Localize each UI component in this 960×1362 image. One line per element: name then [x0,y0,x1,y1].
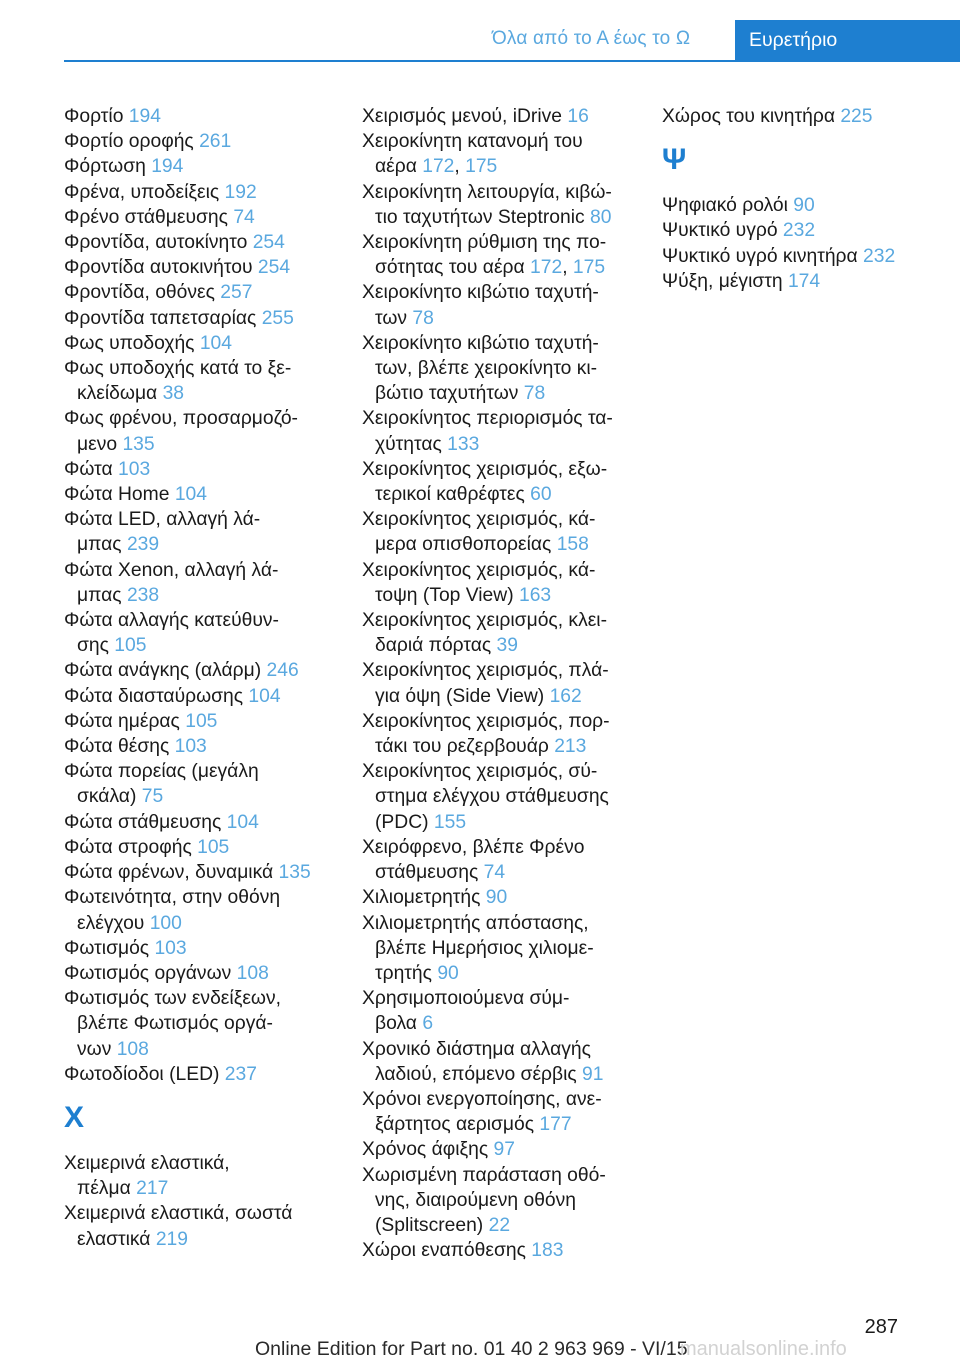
entry-term: ελαστικά [77,1228,151,1250]
header-divider [64,60,960,62]
page-reference-link[interactable]: 38 [162,383,185,405]
page-reference-link[interactable]: 232 [863,245,896,267]
entry-term: Φόρτωση [64,156,146,178]
entry-term: τιο ταχυτήτων Steptronic [375,206,585,228]
page-reference-link[interactable]: 39 [496,635,518,657]
page-reference-link[interactable]: 78 [523,383,546,405]
entry-term: βλέπε Ημερήσιος χιλιομε- [375,937,594,959]
index-entry [64,280,334,305]
page-reference-link[interactable]: 74 [483,862,506,884]
entry-term: βώτιο ταχυτήτων [375,383,519,405]
entry-term: Χρόνος άφιξης [362,1139,489,1161]
index-entry [362,658,634,708]
entry-term: Χρησιμοποιούμενα σύμ- [362,988,570,1010]
entry-term: Χειροκίνητος χειρισμός, σύ- [362,761,598,783]
entry-term: σκάλα) [77,786,137,808]
entry-term: κλείδωμα [77,383,158,405]
index-entry [64,104,334,129]
page-reference-link[interactable]: 90 [485,887,508,909]
page-reference-link[interactable]: 158 [556,534,589,556]
page-reference-link[interactable]: 100 [149,912,182,934]
index-entry [64,734,334,759]
index-entry [362,104,634,129]
entry-term: Ψηφιακό ρολόι [662,195,788,217]
entry-term: Χειροκίνητη κατανομή του [362,131,583,153]
entry-term: βολα [375,1013,417,1035]
entry-term: Χειροκίνητος χειρισμός, κά- [362,559,596,581]
page-reference-link[interactable]: 254 [257,257,291,279]
index-entry [64,936,334,961]
index-entry [362,558,634,608]
entry-term: τερικοί καθρέφτες [375,484,525,506]
entry-term: Χωρισμένη παράσταση οθό- [362,1164,606,1186]
entry-term: Χειροκίνητος χειρισμός, πορ- [362,710,610,732]
index-entry [64,860,334,885]
index-entry [362,608,634,658]
page-reference-link[interactable]: 104 [174,484,207,506]
index-entry [64,230,334,255]
entry-term: νης, διαιρούμενη οθόνη [375,1189,577,1211]
entry-term: μερα οπισθοπορείας [375,534,552,556]
entry-term: Φορτίο οροφής [64,131,194,153]
index-entry [64,129,334,154]
index-entry [362,280,634,330]
page-reference-link[interactable]: 174 [787,270,821,292]
entry-term: ξάρτητος αερισμός [375,1114,535,1136]
entry-term: νων [77,1038,112,1060]
entry-term: Χρόνοι ενεργοποίησης, ανε- [362,1088,602,1110]
index-entry [64,684,334,709]
entry-term: Φώτα αλλαγής κατεύθυν- [64,610,279,632]
entry-term: Χειροκίνητος χειρισμός, κά- [362,509,596,531]
entry-term: τάκι του ρεζερβουάρ [375,736,549,758]
page-reference-link[interactable]: 257 [220,282,253,304]
entry-term: Φώτα στάθμευσης [64,811,222,833]
entry-term: λαδιού, επόμενο σέρβις [375,1063,577,1085]
page-reference-link[interactable]: 238 [126,584,160,606]
page-number: 287 [864,1316,898,1338]
entry-term: Φρένα, υποδείξεις [64,181,220,203]
entry-term: Χειροκίνητος χειρισμός, πλά- [362,660,609,682]
index-entry [362,835,634,885]
entry-term: Φώτα LED, αλλαγή λά- [64,509,261,531]
entry-term: βλέπε Φωτισμός οργά- [77,1013,273,1035]
index-entry [64,835,334,860]
index-entry [64,608,334,658]
entry-term: Φωτισμός [64,937,150,959]
index-entry [362,759,634,835]
entry-term: μπας [77,584,122,606]
entry-term: Χειμερινά ελαστικά, [64,1152,230,1174]
page-reference-link[interactable]: 16 [567,106,589,127]
page-reference-link[interactable]: 177 [539,1114,572,1136]
page-reference-link[interactable]: 192 [224,181,257,203]
entry-term: Χώροι εναπόθεσης [362,1240,526,1262]
entry-term: Φροντίδα ταπετσαρίας [64,307,257,329]
index-column-3 [662,104,932,294]
entry-term: Φώτα ημέρας [64,710,180,732]
entry-term: δαριά πόρτας [375,635,492,657]
index-entry [64,482,334,507]
index-entry [64,1062,334,1087]
entry-term: Φροντίδα, αυτοκίνητο [64,232,248,254]
entry-term: Φροντίδα αυτοκινήτου [64,257,253,279]
entry-term: Χρονικό διάστημα αλλαγής [362,1038,591,1060]
entry-term: Φως υποδοχής κατά το ξε- [64,358,292,380]
entry-term: Χειροκίνητο κιβώτιο ταχυτή- [362,332,599,354]
page-reference-link[interactable]: 78 [412,307,434,329]
index-column-2 [362,104,634,1263]
index-entry [64,658,334,683]
index-entry [64,1151,334,1201]
index-entry [64,759,334,809]
entry-term: Χιλιομετρητής απόστασης, [362,912,589,934]
entry-term: Χειροκίνητη λειτουργία, κιβώ- [362,181,612,203]
index-entry [362,457,634,507]
page-reference-link[interactable]: 91 [582,1063,604,1085]
index-entry [64,180,334,205]
index-entry [362,406,634,456]
entry-term: Ψυκτικό υγρό [662,220,778,242]
tab-index[interactable]: Ευρετήριο [735,20,960,62]
page-reference-link[interactable]: 225 [840,106,873,127]
entry-term: Χώρος του κινητήρα [662,106,835,127]
page-reference-link[interactable]: 175 [465,156,498,178]
index-entry [64,885,334,935]
index-entry [64,406,334,456]
index-entry [64,331,334,356]
page-reference-link[interactable]: 232 [782,220,816,242]
index-entry [362,709,634,759]
page-reference-link[interactable]: 135 [122,433,155,455]
entry-term: Φώτα Xenon, αλλαγή λά- [64,559,279,581]
page-reference-link[interactable]: 22 [488,1214,511,1236]
page-reference-link[interactable]: 104 [248,685,281,707]
index-entry [362,911,634,987]
page-reference-link[interactable]: 183 [531,1240,564,1262]
entry-term: των [375,307,408,329]
entry-term: (PDC) [375,811,429,833]
page-reference-link[interactable]: 75 [141,786,164,808]
page-reference-link[interactable]: 246 [266,660,299,682]
page-reference-link[interactable]: 104 [199,332,232,354]
entry-term: Χειροκίνητος χειρισμός, κλει- [362,610,608,632]
page-reference-link[interactable]: 219 [155,1228,188,1250]
entry-term: τρητής [375,962,432,984]
entry-term: Χειροκίνητο κιβώτιο ταχυτή- [362,282,599,304]
entry-term: αέρα [375,156,417,178]
index-entry [64,205,334,230]
page-reference-link[interactable]: 74 [233,206,255,228]
page-reference-link[interactable]: 194 [151,156,184,178]
entry-term: Χειροκίνητος χειρισμός, εξω- [362,458,608,480]
page-reference-link[interactable]: 254 [252,232,285,254]
page-reference-link[interactable]: 163 [518,584,552,606]
entry-term: Φώτα πορείας (μεγάλη [64,761,259,783]
watermark: manualsonline.info [680,1338,847,1360]
entry-term: στημα ελέγχου στάθμευσης [375,786,609,808]
entry-term: πέλμα [77,1178,131,1200]
entry-term: μενο [77,433,118,455]
page-reference-link[interactable]: 261 [199,131,232,153]
page-reference-link[interactable]: 194 [128,106,161,127]
entry-term: σότητας του αέρα [375,257,525,279]
index-entry [362,1037,634,1087]
page-reference-link[interactable]: 108 [236,962,269,984]
page-reference-link[interactable]: 172 [422,156,455,178]
index-entry [64,507,334,557]
page-reference-link[interactable]: 162 [549,685,582,707]
index-entry [662,218,932,243]
entry-term: Φώτα φρένων, δυναμικά [64,862,274,884]
page-reference-link[interactable]: 90 [437,962,459,984]
index-entry [64,306,334,331]
entry-term: τοψη (Top View) [375,584,514,606]
edition-note: Online Edition for Part no. 01 40 2 963 969 - VI/15 [255,1338,688,1360]
entry-term: Φωτισμός οργάνων [64,962,232,984]
index-entry [362,331,634,407]
entry-term: Χιλιομετρητής [362,887,481,909]
entry-term: Χειροκίνητος περιορισμός τα- [362,408,613,430]
index-entry [362,885,634,910]
entry-term: Ψύξη, μέγιστη [662,270,783,292]
index-entry [362,1238,634,1263]
page-reference-link[interactable]: 237 [224,1063,257,1085]
page-reference-link[interactable]: 103 [174,736,207,758]
index-entry [362,507,634,557]
page-reference-link[interactable]: 104 [226,811,259,833]
entry-term: στάθμευσης [375,862,479,884]
index-entry [362,1087,634,1137]
section-letter: Χ [64,1100,85,1134]
page-reference-link[interactable]: 239 [126,534,160,556]
page-reference-link[interactable]: 60 [530,484,552,506]
page-reference-link[interactable]: 103 [154,937,187,959]
index-entry [662,193,932,218]
entry-term: Χειμερινά ελαστικά, σωστά [64,1203,293,1225]
page-reference-link[interactable]: 133 [447,433,480,455]
page-reference-link[interactable]: 108 [116,1038,149,1060]
index-entry [662,244,932,269]
index-entry [64,457,334,482]
index-entry: Χειροκίνητη κατανομή του αέρα 172, 175 [362,131,583,178]
page-reference-link[interactable]: 90 [793,195,815,217]
page-reference-link[interactable]: 135 [278,862,311,884]
page-reference-link[interactable]: 105 [114,635,147,657]
entry-term: Φωτισμός των ενδείξεων, [64,988,281,1010]
page-reference-link[interactable]: 255 [261,307,294,329]
index-entry [662,104,932,129]
entry-term: χύτητας [375,433,442,455]
index-entry [64,1201,334,1251]
section-letter: Ψ [662,143,687,177]
index-entry: Χειροκίνητη ρύθμιση της πο- σότητας του αέρα 172, 175 [362,232,607,279]
index-entry [64,356,334,406]
entry-term: ελέγχου [77,912,145,934]
entry-term: (Splitscreen) [375,1214,484,1236]
page-reference-link[interactable]: 80 [590,206,612,228]
entry-term: Φώτα θέσης [64,736,170,758]
index-entry [64,709,334,734]
entry-term: Φορτίο [64,106,124,127]
entry-term: Φώτα [64,458,113,480]
index-entry [362,986,634,1036]
index-column-1 [64,104,334,1252]
entry-term: σης [77,635,109,657]
entry-term: Φώτα στροφής [64,836,192,858]
index-entry [64,255,334,280]
index-entry [662,269,932,294]
index-entry [362,1163,634,1239]
index-entry [64,961,334,986]
entry-term: Χειρόφρενο, βλέπε Φρένο [362,836,585,858]
entry-term: Χειρισμός μενού, iDrive [362,106,562,127]
entry-term: Φως υποδοχής [64,332,195,354]
page-reference-link[interactable]: 105 [197,836,230,858]
page-reference-link[interactable]: 103 [118,458,151,480]
entry-term: για όψη (Side View) [375,685,545,707]
entry-term: των, βλέπε χειροκίνητο κι- [375,358,598,380]
index-entry [64,986,334,1062]
page-reference-link[interactable]: 175 [572,257,606,279]
page-reference-link[interactable]: 172 [530,257,563,279]
entry-term: Φωτεινότητα, στην οθόνη [64,887,281,909]
page-reference-link[interactable]: 213 [554,736,587,758]
page-reference-link[interactable]: 97 [493,1139,515,1161]
entry-term: Φώτα Home [64,484,170,506]
entry-term: Ψυκτικό υγρό κινητήρα [662,245,858,267]
index-entry [362,180,634,230]
page-reference-link[interactable]: 105 [185,710,218,732]
entry-term: Χειροκίνητη ρύθμιση της πο- [362,232,607,254]
entry-term: Φρένο στάθμευσης [64,206,228,228]
breadcrumb[interactable]: Όλα από το Α έως το Ω [492,28,691,49]
page-reference-link[interactable]: 155 [433,811,467,833]
entry-term: Φωτοδίοδοι (LED) [64,1063,220,1085]
index-entry [64,154,334,179]
entry-term: Φώτα διασταύρωσης [64,685,244,707]
entry-term: Φως φρένου, προσαρμοζό- [64,408,298,430]
index-entry [362,1137,634,1162]
entry-term: Φώτα ανάγκης (αλάρμ) [64,660,262,682]
page-reference-link[interactable]: 6 [422,1013,434,1035]
page-header [0,0,960,62]
page-reference-link[interactable]: 217 [136,1178,169,1200]
index-entry [64,558,334,608]
entry-term: Φροντίδα, οθόνες [64,282,215,304]
index-entry [64,810,334,835]
entry-term: μπας [77,534,122,556]
